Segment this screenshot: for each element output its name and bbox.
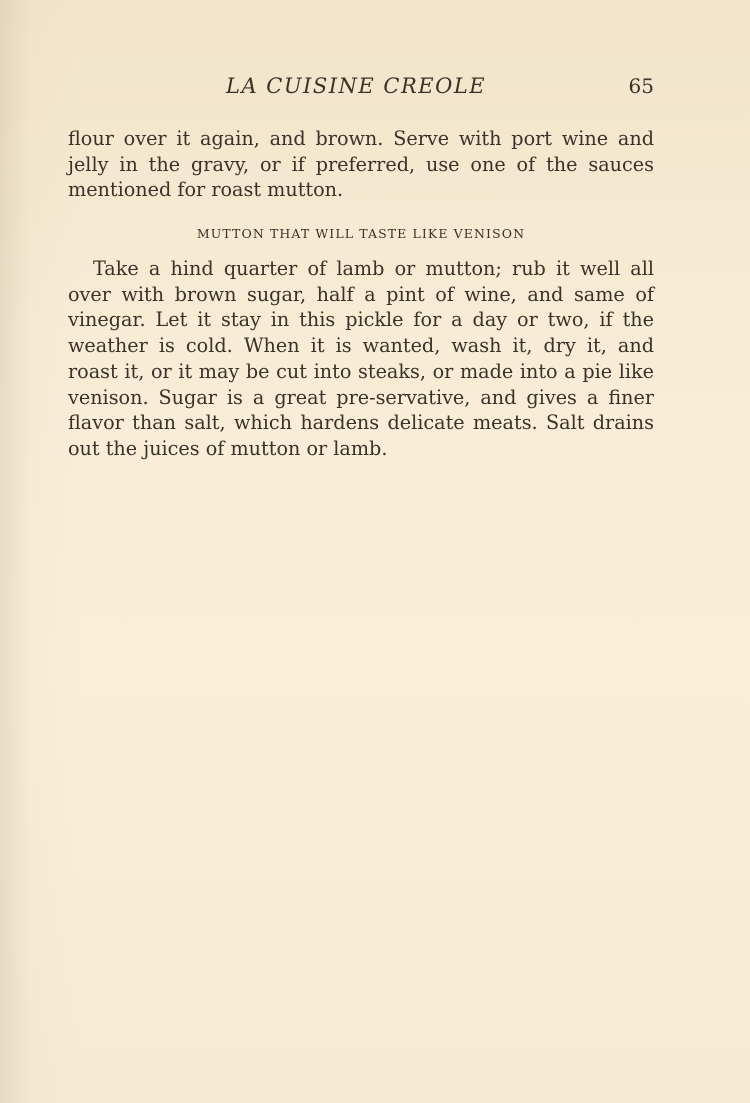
running-title: LA CUISINE CREOLE (226, 74, 487, 98)
continued-paragraph: flour over it again, and brown. Serve with port wine and jelly in the gravy, or if preferred, use one of the sauces mentioned for roast mutton. (68, 127, 654, 202)
page-number: 65 (628, 74, 654, 98)
running-head (68, 74, 654, 104)
recipe-heading: MUTTON THAT WILL TASTE LIKE VENISON (196, 226, 526, 241)
recipe-body: Take a hind quarter of lamb or mutton; rub it well all over with brown sugar, half a pint of wine, and same of vinegar. Let it stay in this pickle for a day or two, if the weather is cold. When it is wanted, wash it, dry it, and roast it, or it may be cut into steaks, or made into a pie like venison. Sugar is a great pre-servative, and gives a finer flavor than salt, which hardens delicate meats. Salt drains out the juices of mutton or lamb. (68, 257, 654, 460)
